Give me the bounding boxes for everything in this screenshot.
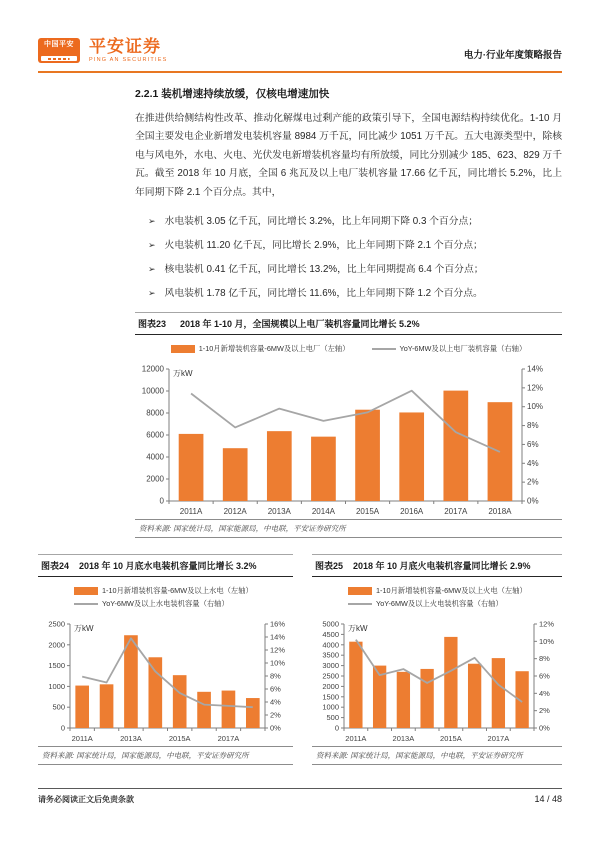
svg-text:6%: 6% bbox=[539, 671, 550, 681]
svg-text:2000: 2000 bbox=[322, 681, 339, 691]
figure24-legend bbox=[38, 586, 293, 609]
svg-text:2011A: 2011A bbox=[345, 733, 367, 743]
svg-text:500: 500 bbox=[326, 712, 339, 722]
svg-text:10%: 10% bbox=[539, 636, 555, 646]
figure-title: 2018 年 10 月底火电装机容量同比增长 2.9% bbox=[353, 560, 531, 571]
svg-text:16%: 16% bbox=[270, 619, 286, 629]
arrow-bullet-icon: ➢ bbox=[148, 215, 156, 226]
svg-text:万kW: 万kW bbox=[74, 623, 94, 633]
bullet-text: 风电装机 1.78 亿千瓦，同比增长 11.6%，比上年同期下降 1.2 个百分点。 bbox=[164, 287, 483, 299]
svg-text:4%: 4% bbox=[539, 688, 550, 698]
svg-text:万kW: 万kW bbox=[173, 368, 193, 378]
svg-text:4500: 4500 bbox=[322, 629, 339, 639]
bullet-text: 核电装机 0.41 亿千瓦，同比增长 13.2%，比上年同期提高 6.4 个百分点； bbox=[164, 263, 484, 275]
svg-text:5000: 5000 bbox=[322, 619, 339, 629]
svg-text:2013A: 2013A bbox=[120, 733, 142, 743]
svg-text:8%: 8% bbox=[539, 653, 550, 663]
svg-text:14%: 14% bbox=[527, 364, 544, 374]
legend-label: 1-10月新增装机容量-6MW及以上火电（左轴） bbox=[376, 585, 527, 595]
svg-text:2017A: 2017A bbox=[217, 733, 240, 743]
svg-text:2012A: 2012A bbox=[223, 506, 247, 516]
section-paragraph: 在推进供给侧结构性改革、推动化解煤电过剩产能的政策引导下，全国电源结构持续优化。1-10 月全国主要发电企业新增发电装机容量 8984 万千瓦，同比减少 1051 万千瓦。五大电源类型中，除核电与风电外，水电、火电、光伏发电新增装机容量均有所放缓，同比分别减少 185、623、829 万千瓦。截至 2018 年 10 月底，全国 6 兆瓦及以上电厂装机容量 17.66 亿千瓦，同比增长 5.2%，比上年同期下降 2.1 个百分点。其中， bbox=[135, 112, 562, 198]
svg-text:2017A: 2017A bbox=[444, 506, 468, 516]
figure-row bbox=[38, 554, 562, 765]
svg-text:12%: 12% bbox=[539, 619, 555, 629]
figure25-legend bbox=[312, 586, 562, 609]
svg-text:0: 0 bbox=[334, 723, 339, 733]
svg-text:8000: 8000 bbox=[146, 408, 164, 418]
badge-text: 中国平安 bbox=[44, 41, 74, 49]
svg-text:4000: 4000 bbox=[322, 639, 339, 649]
page-header bbox=[38, 38, 562, 73]
pingan-logo bbox=[38, 38, 167, 64]
svg-text:2015A: 2015A bbox=[440, 733, 462, 743]
svg-text:2013A: 2013A bbox=[392, 733, 415, 743]
arrow-bullet-icon: ➢ bbox=[148, 287, 156, 298]
svg-text:2015A: 2015A bbox=[168, 733, 191, 743]
svg-text:1500: 1500 bbox=[322, 691, 339, 701]
svg-text:2500: 2500 bbox=[322, 671, 339, 681]
svg-text:6000: 6000 bbox=[146, 430, 164, 440]
figure24-chart bbox=[38, 612, 293, 744]
svg-text:2014A: 2014A bbox=[311, 506, 336, 516]
bar-swatch-icon bbox=[171, 345, 195, 353]
legend-item-line bbox=[348, 599, 562, 609]
svg-text:10%: 10% bbox=[270, 658, 286, 668]
figure-label: 图表25 bbox=[315, 560, 344, 571]
brand-name-en: PING AN SECURITIES bbox=[89, 57, 168, 63]
svg-text:0%: 0% bbox=[270, 723, 281, 733]
legend-label: YoY-6MW及以上电厂装机容量（右轴） bbox=[399, 343, 527, 353]
brand-text bbox=[89, 38, 167, 64]
section-heading: 2.2.1 装机增速持续放缓，仅核电增速加快 bbox=[135, 87, 330, 100]
figure24-caption bbox=[38, 554, 293, 577]
figure25-caption bbox=[312, 554, 562, 577]
svg-text:2011A: 2011A bbox=[71, 733, 93, 743]
figure-title: 2018 年 10 月底水电装机容量同比增长 3.2% bbox=[79, 560, 257, 571]
legend-item-bar bbox=[348, 586, 562, 596]
bar-swatch-icon bbox=[74, 587, 98, 595]
page-footer bbox=[38, 788, 562, 805]
svg-text:4000: 4000 bbox=[146, 452, 164, 462]
svg-text:6%: 6% bbox=[270, 684, 281, 694]
list-item bbox=[135, 237, 562, 251]
svg-text:2%: 2% bbox=[539, 705, 550, 715]
svg-text:2000: 2000 bbox=[146, 474, 164, 484]
svg-text:4%: 4% bbox=[527, 458, 539, 468]
figure23-caption bbox=[135, 312, 562, 335]
figure25-source: 资料来源: 国家统计局，国家能源局，中电联，平安证券研究所 bbox=[312, 746, 562, 765]
list-item bbox=[135, 213, 562, 227]
line-swatch-icon bbox=[348, 603, 372, 605]
svg-text:1000: 1000 bbox=[322, 702, 339, 712]
figure25-chart bbox=[312, 612, 562, 744]
line-swatch-icon bbox=[372, 348, 396, 350]
arrow-bullet-icon: ➢ bbox=[148, 239, 156, 250]
figure23-legend bbox=[135, 344, 562, 354]
badge-tagline-strip bbox=[41, 56, 77, 61]
figure-label: 图表23 bbox=[138, 318, 167, 329]
legend-label: 1-10月新增装机容量-6MW及以上水电（左轴） bbox=[102, 585, 253, 595]
svg-text:2018A: 2018A bbox=[488, 506, 512, 516]
svg-text:0%: 0% bbox=[527, 496, 539, 506]
pingan-badge-icon bbox=[38, 38, 80, 63]
svg-text:0: 0 bbox=[159, 496, 164, 506]
legend-label: YoY-6MW及以上火电装机容量（右轴） bbox=[376, 598, 503, 608]
figure-23 bbox=[135, 312, 562, 538]
svg-text:2015A: 2015A bbox=[355, 506, 380, 516]
bullet-list bbox=[135, 213, 562, 299]
line-swatch-icon bbox=[74, 603, 98, 605]
svg-text:3000: 3000 bbox=[322, 660, 339, 670]
svg-text:0: 0 bbox=[60, 723, 65, 733]
svg-text:12000: 12000 bbox=[141, 364, 164, 374]
svg-text:2%: 2% bbox=[270, 710, 281, 720]
svg-text:8%: 8% bbox=[527, 420, 539, 430]
figure-25 bbox=[312, 554, 562, 765]
list-item bbox=[135, 261, 562, 275]
svg-text:2017A: 2017A bbox=[487, 733, 510, 743]
bullet-text: 火电装机 11.20 亿千瓦，同比增长 2.9%，比上年同期下降 2.1 个百分点； bbox=[164, 239, 483, 251]
legend-item-bar bbox=[74, 586, 293, 596]
svg-text:4%: 4% bbox=[270, 697, 281, 707]
svg-text:14%: 14% bbox=[270, 632, 286, 642]
svg-text:万kW: 万kW bbox=[348, 623, 368, 633]
disclaimer-text: 请务必阅读正文后免责条款 bbox=[38, 795, 134, 804]
report-type-label: 电力·行业年度策略报告 bbox=[463, 49, 562, 61]
svg-text:1500: 1500 bbox=[48, 660, 65, 670]
svg-text:2%: 2% bbox=[527, 477, 539, 487]
figure23-chart bbox=[135, 357, 560, 517]
svg-text:2000: 2000 bbox=[48, 639, 65, 649]
svg-text:3500: 3500 bbox=[322, 650, 339, 660]
legend-label: YoY-6MW及以上水电装机容量（右轴） bbox=[102, 598, 229, 608]
arrow-bullet-icon: ➢ bbox=[148, 263, 156, 274]
svg-text:10000: 10000 bbox=[141, 386, 164, 396]
svg-text:2016A: 2016A bbox=[400, 506, 424, 516]
svg-text:2013A: 2013A bbox=[267, 506, 291, 516]
legend-label: 1-10月新增装机容量-6MW及以上电厂（左轴） bbox=[198, 343, 350, 353]
list-item bbox=[135, 285, 562, 299]
figure-label: 图表24 bbox=[41, 560, 70, 571]
bar-swatch-icon bbox=[348, 587, 372, 595]
legend-item-line bbox=[372, 344, 527, 354]
brand-name-cn: 平安证券 bbox=[89, 37, 161, 56]
figure23-source: 资料来源: 国家统计局，国家能源局，中电联，平安证券研究所 bbox=[135, 519, 562, 538]
figure-title: 2018 年 1-10 月，全国规模以上电厂装机容量同比增长 5.2% bbox=[180, 318, 420, 329]
svg-text:2500: 2500 bbox=[48, 619, 65, 629]
svg-text:8%: 8% bbox=[270, 671, 281, 681]
svg-text:12%: 12% bbox=[270, 645, 286, 655]
body-column bbox=[135, 86, 562, 538]
svg-text:0%: 0% bbox=[539, 723, 550, 733]
svg-text:10%: 10% bbox=[527, 401, 544, 411]
legend-item-line bbox=[74, 599, 293, 609]
svg-text:12%: 12% bbox=[527, 382, 544, 392]
page-number: 14 / 48 bbox=[534, 794, 562, 804]
svg-text:6%: 6% bbox=[527, 439, 539, 449]
svg-text:2011A: 2011A bbox=[179, 506, 203, 516]
svg-text:1000: 1000 bbox=[48, 681, 65, 691]
bullet-text: 水电装机 3.05 亿千瓦，同比增长 3.2%，比上年同期下降 0.3 个百分点； bbox=[164, 215, 479, 227]
figure24-source: 资料来源: 国家统计局，国家能源局，中电联，平安证券研究所 bbox=[38, 746, 293, 765]
legend-item-bar bbox=[171, 344, 350, 354]
svg-text:500: 500 bbox=[52, 702, 65, 712]
figure-24 bbox=[38, 554, 293, 765]
